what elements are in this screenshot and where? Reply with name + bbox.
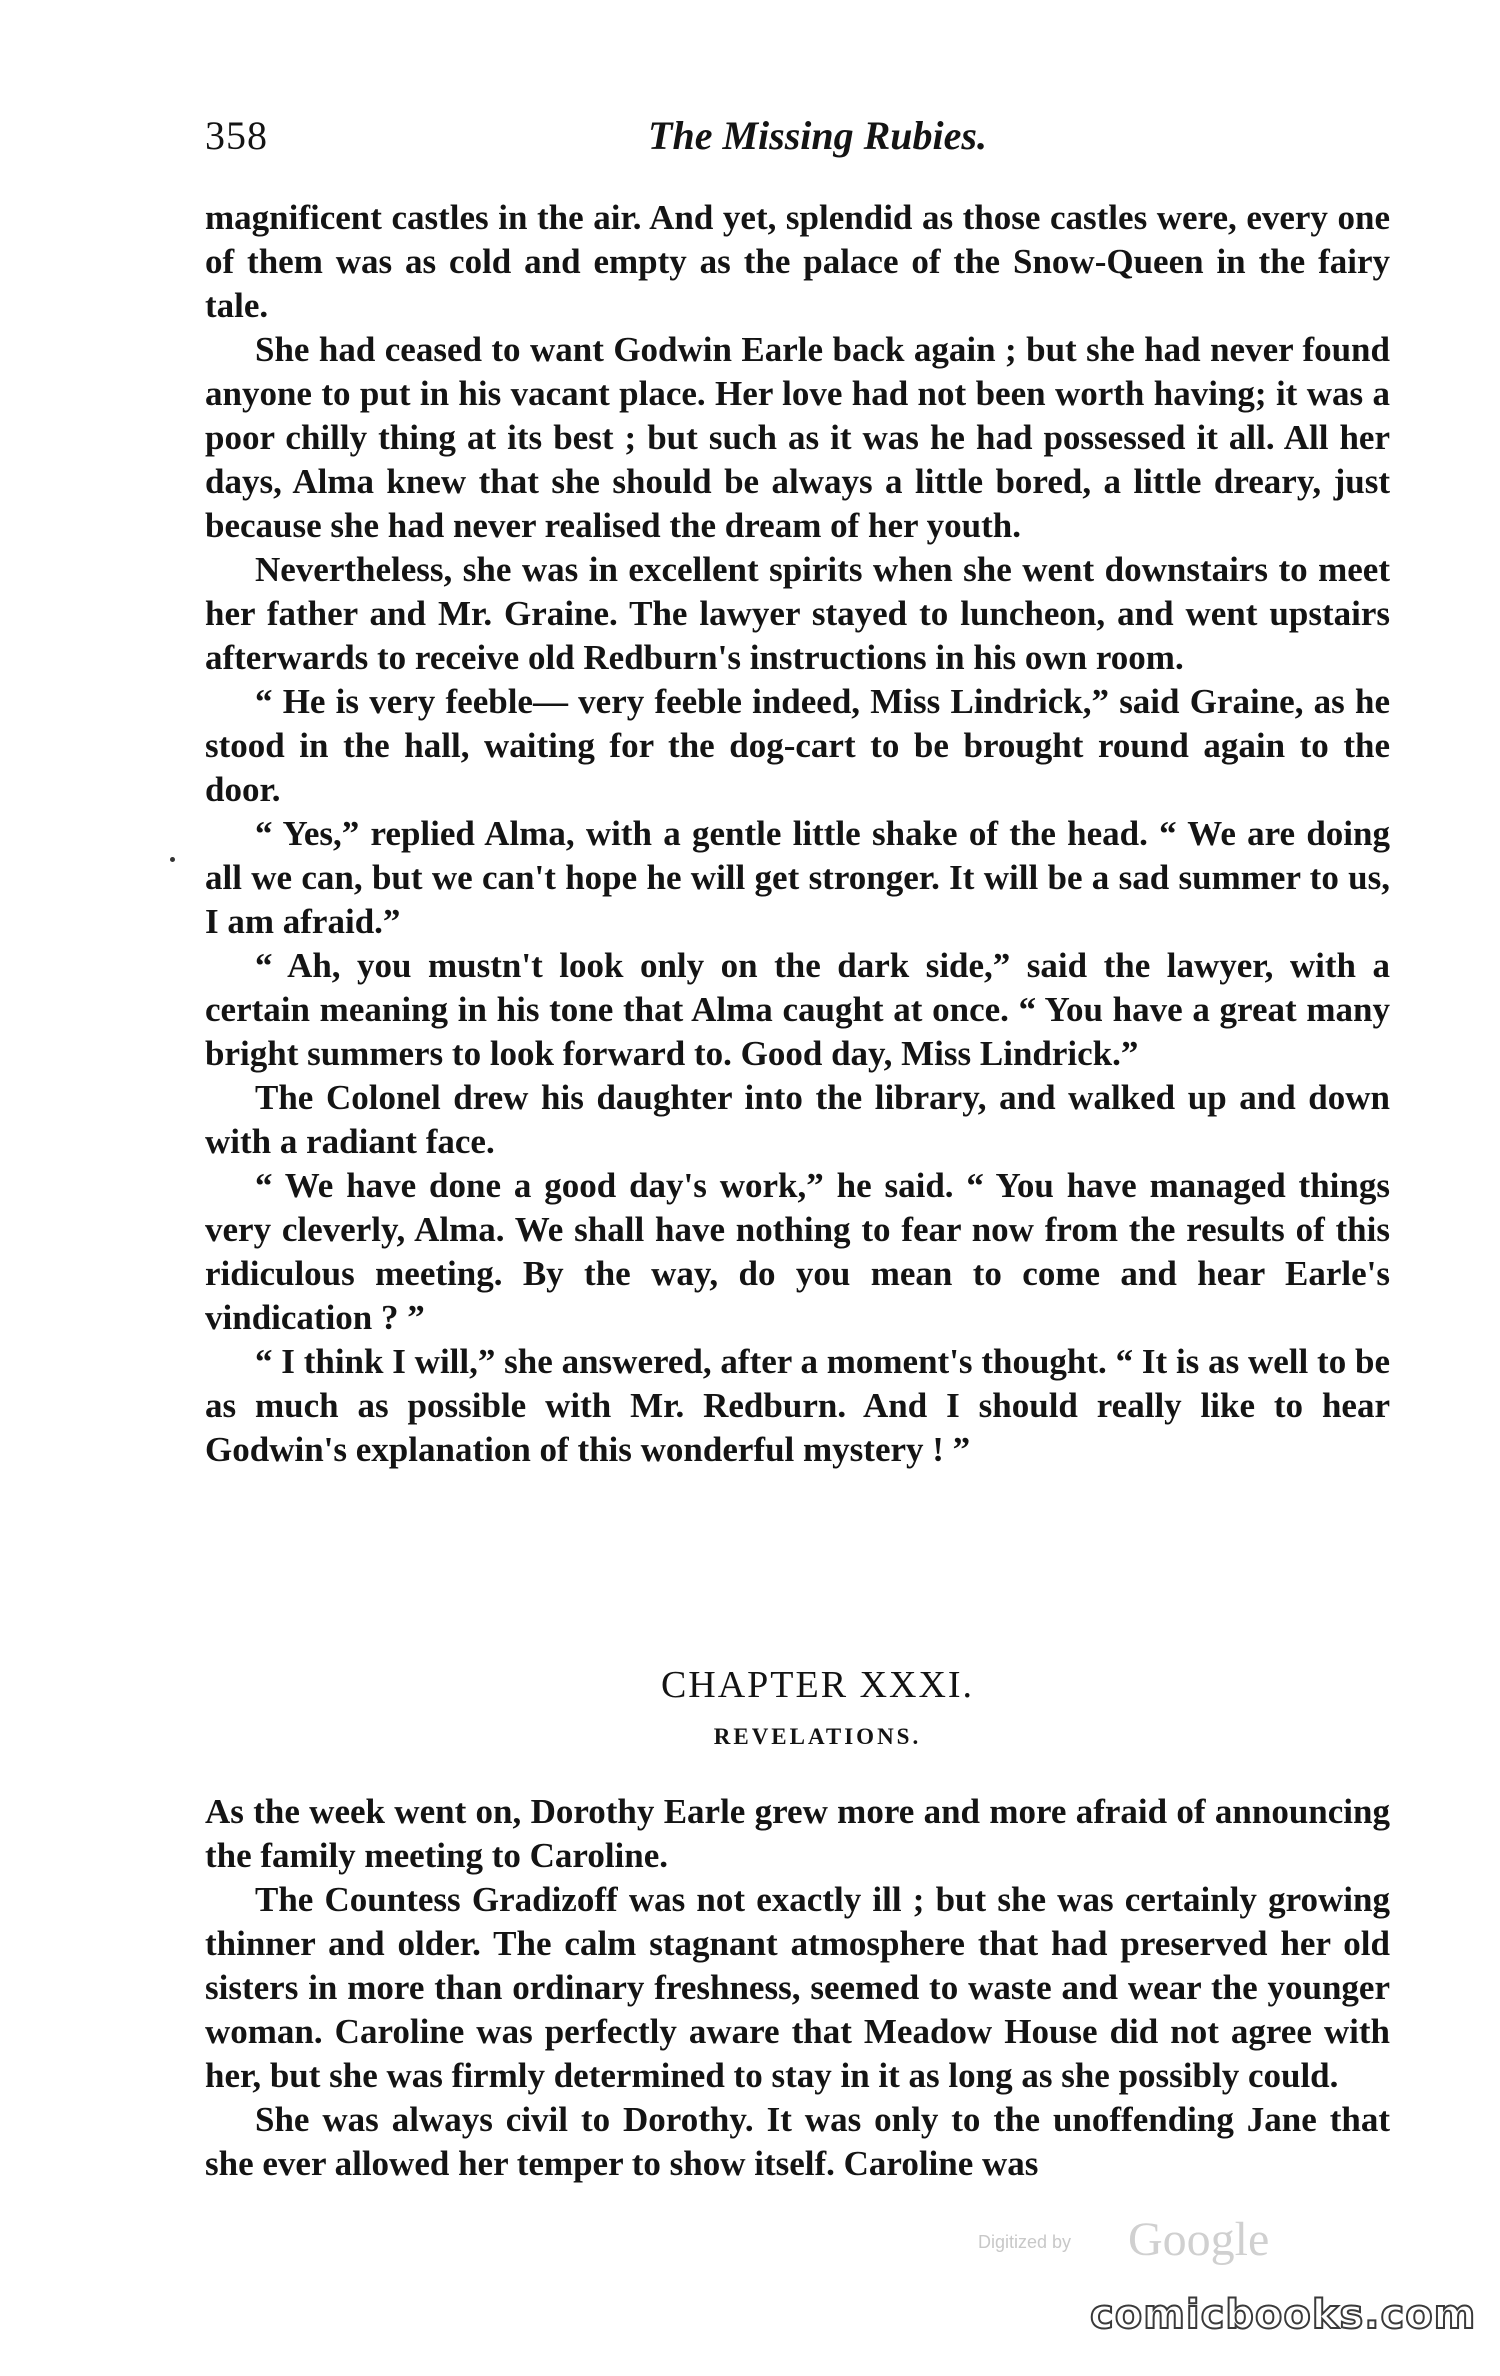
paragraph: “ Yes,” replied Alma, with a gentle little shake of the head. “ We are doing all we can, but we can't hope he will get stronger. It will be a sad summer to us, I am afraid.” <box>205 814 1390 941</box>
chapter-text <box>205 1790 1390 2186</box>
paragraph: “ Ah, you mustn't look only on the dark side,” said the lawyer, with a certain meaning in his tone that Alma caught at once. “ You have a great many bright summers to look forward to. Good day, Miss Lindrick.” <box>205 946 1390 1073</box>
paragraph: Nevertheless, she was in excellent spirits when she went downstairs to meet her father and Mr. Graine. The lawyer stayed to luncheon, and went upstairs afterwards to receive old Redburn's instructions in his own room. <box>205 550 1390 677</box>
paragraph: The Colonel drew his daughter into the library, and walked up and down with a radiant face. <box>205 1078 1390 1161</box>
paragraph: She was always civil to Dorothy. It was only to the unoffending Jane that she ever allowed her temper to show itself. Caroline was <box>205 2100 1390 2183</box>
paragraph: “ I think I will,” she answered, after a moment's thought. “ It is as well to be as much as possible with Mr. Redburn. And I should really like to hear Godwin's explanation of this wonderful mystery ! ” <box>205 1342 1390 1469</box>
digitized-by-google-stamp <box>978 2213 1298 2266</box>
running-head <box>205 112 1390 172</box>
google-logo: Google <box>1128 2213 1270 2266</box>
paragraph: magnificent castles in the air. And yet, splendid as those castles were, every one of them was as cold and empty as the palace of the Snow-Queen in the fairy tale. <box>205 198 1390 325</box>
running-title: The Missing Rubies. <box>648 113 987 158</box>
chapter-title: CHAPTER XXXI. <box>660 1664 975 1706</box>
body-text <box>205 196 1390 1472</box>
comicbooks-watermark: comicbooks.com <box>1090 2292 1477 2338</box>
paragraph: The Countess Gradizoff was not exactly ill ; but she was certainly growing thinner and older. The calm stagnant atmosphere that had preserved her old sisters in more than ordinary freshness, seemed to waste and wear the younger woman. Caroline was perfectly aware that Meadow House did not agree with her, but she was firmly determined to stay in it as long as she possibly could. <box>205 1880 1390 2095</box>
paragraph: “ We have done a good day's work,” he said. “ You have managed things very cleverly, Alma. We shall have nothing to fear now from the results of this ridiculous meeting. By the way, do you mean to come and hear Earle's vindication ? ” <box>205 1166 1390 1337</box>
chapter-heading <box>205 1660 1390 1752</box>
paragraph: “ He is very feeble— very feeble indeed, Miss Lindrick,” said Graine, as he stood in the hall, waiting for the dog-cart to be brought round again to the door. <box>205 682 1390 809</box>
margin-speck <box>170 857 175 862</box>
paragraph: She had ceased to want Godwin Earle back again ; but she had never found anyone to put in his vacant place. Her love had not been worth having; it was a poor chilly thing at its best ; but such as it was he had possessed it all. All her days, Alma knew that she should be always a little bored, a little dreary, just because she had never realised the dream of her youth. <box>205 330 1390 545</box>
paragraph: As the week went on, Dorothy Earle grew more and more afraid of announcing the family meeting to Caroline. <box>205 1792 1390 1875</box>
digitized-by-text: Digitized by <box>978 2232 1072 2252</box>
page-number: 358 <box>205 113 268 158</box>
chapter-subtitle: REVELATIONS. <box>713 1724 922 1749</box>
